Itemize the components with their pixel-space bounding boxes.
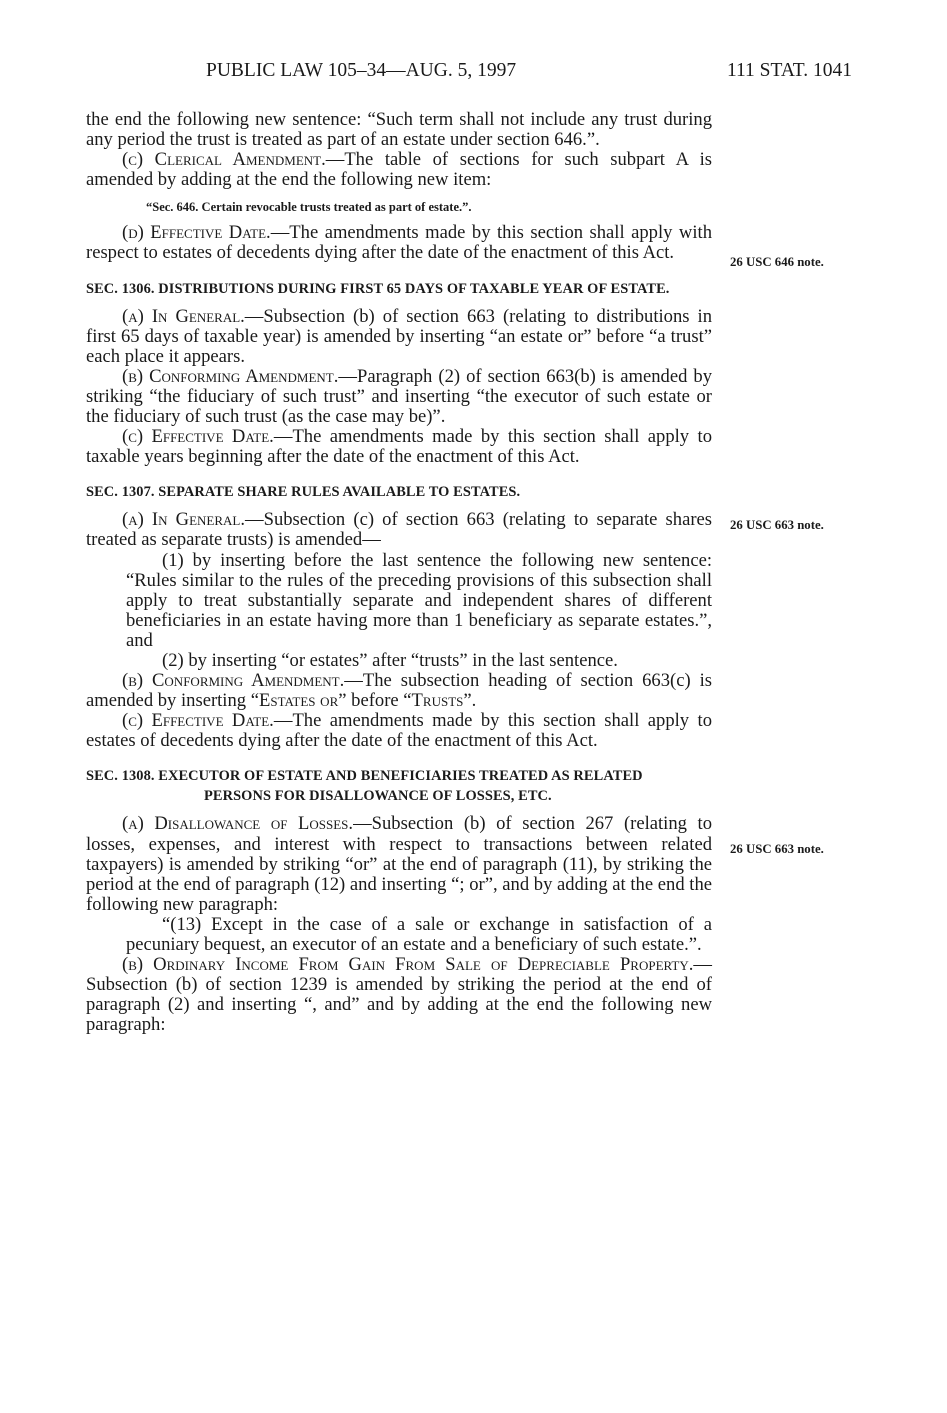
subsection-text-b: ” before “	[338, 690, 412, 712]
margin-note-663-a: 26 USC 663 note.	[730, 518, 824, 532]
subsection-text: —The amendments made by this section shall apply to estates of decedents dying after the date of the enactment of this Act.	[86, 710, 712, 752]
paragraph-conforming-1306	[86, 367, 712, 427]
subsection-text: —The table of sections for such subpart A is amended by adding at the end the following new item:	[86, 149, 712, 191]
inserted-table-item: “Sec. 646. Certain revocable trusts treated as part of estate.”.	[146, 200, 472, 215]
subsection-heading: (a) In General.	[122, 509, 246, 531]
header-law-date: PUBLIC LAW 105–34—AUG. 5, 1997	[206, 60, 517, 81]
header-stat-page: 111 STAT. 1041	[726, 60, 852, 81]
subsection-heading: (a) Disallowance of Losses.	[122, 813, 354, 835]
subsection-text-c: ”.	[463, 690, 477, 712]
subsection-text: —Subsection (b) of section 1239 is amended by striking the period at the end of paragraph (2) and inserting “, and” and by adding at the end the following new paragraph:	[86, 954, 712, 1036]
list-item-2: (2) by inserting “or estates” after “trusts” in the last sentence.	[162, 649, 618, 671]
subsection-heading: (c) Effective Date.	[122, 710, 274, 732]
paragraph-clerical-amendment	[86, 150, 712, 190]
small-caps-estates-or: Estates or	[258, 690, 339, 712]
paragraph-continued: the end the following new sentence: “Such term shall not include any trust during any period the trust is treated as part of an estate under section 646.”.	[86, 109, 712, 151]
subsection-text: —Subsection (b) of section 267 (relating to losses, expenses, and interest with respect to transactions between related taxpayers) is amended by striking “or” at the end of paragraph (11), by striking the period at the end of paragraph (12) and inserting “; or”, and by adding at the end the following new paragraph:	[86, 813, 712, 915]
body-text	[86, 110, 712, 1035]
section-heading-1306: SEC. 1306. DISTRIBUTIONS DURING FIRST 65 DAYS OF TAXABLE YEAR OF ESTATE.	[86, 280, 670, 297]
section-heading-1308: SEC. 1308. EXECUTOR OF ESTATE AND BENEFICIARIES TREATED AS RELATED PERSONS FOR DISALLOWANCE OF LOSSES, ETC.	[86, 768, 643, 805]
small-caps-trusts: Trusts	[411, 690, 464, 712]
subsection-heading: (c) Effective Date.	[122, 426, 274, 448]
paragraph-in-general-1307	[86, 510, 712, 550]
subsection-heading: (d) Effective Date.	[122, 222, 271, 244]
margin-note-646: 26 USC 646 note.	[730, 255, 824, 269]
subsection-text: —Subsection (c) of section 663 (relating to separate shares treated as separate trusts) is amended—	[86, 509, 712, 551]
subsection-heading: (a) In General.	[122, 305, 245, 327]
list-item-1: (1) by inserting before the last sentence the following new sentence: “Rules similar to the rules of the preceding provisions of this subsection shall apply to treat substantially separate and independent shares of different beneficiaries in an estate having more than 1 beneficiary as separate estates.”, and	[126, 549, 712, 651]
paragraph-in-general-1306	[86, 307, 712, 367]
subsection-text: —Subsection (b) of section 663 (relating to distributions in first 65 days of taxable year) is amended by inserting “an estate or” before “a trust” each place it appears.	[86, 305, 712, 367]
subsection-text: —The amendments made by this section shall apply with respect to estates of decedents dying after the date of the enactment of this Act.	[86, 222, 712, 264]
paragraph-disallowance-of-losses	[86, 814, 712, 914]
paragraph-effective-date-1	[86, 223, 712, 263]
section-heading-1307: SEC. 1307. SEPARATE SHARE RULES AVAILABLE TO ESTATES.	[86, 484, 521, 501]
paragraph-conforming-1307	[86, 671, 712, 711]
running-header	[206, 60, 852, 90]
margin-note-663-b: 26 USC 663 note.	[730, 842, 824, 856]
subsection-heading: (b) Conforming Amendment.	[122, 670, 345, 692]
subsection-text-a: —The subsection heading of section 663(c) is amended by inserting “	[86, 670, 713, 712]
subsection-heading: (c) Clerical Amendment.	[122, 149, 326, 171]
paragraph-effective-date-1306	[86, 427, 712, 467]
paragraph-ordinary-income	[86, 955, 712, 1035]
subsection-heading: (b) Conforming Amendment.	[122, 365, 339, 387]
subsection-heading: (b) Ordinary Income From Gain From Sale of Depreciable Property.	[122, 954, 694, 976]
subsection-text: —The amendments made by this section shall apply to taxable years beginning after the date of the enactment of this Act.	[86, 426, 712, 468]
paragraph-effective-date-1307	[86, 711, 712, 751]
subsection-text: —Paragraph (2) of section 663(b) is amended by striking “the fiduciary of such trust” and inserting “the executor of such estate or the fiduciary of such trust (as the case may be)”.	[86, 365, 713, 428]
list-item-13: “(13) Except in the case of a sale or exchange in satisfaction of a pecuniary bequest, an executor of an estate and a beneficiary of such estate.”.	[126, 913, 712, 955]
